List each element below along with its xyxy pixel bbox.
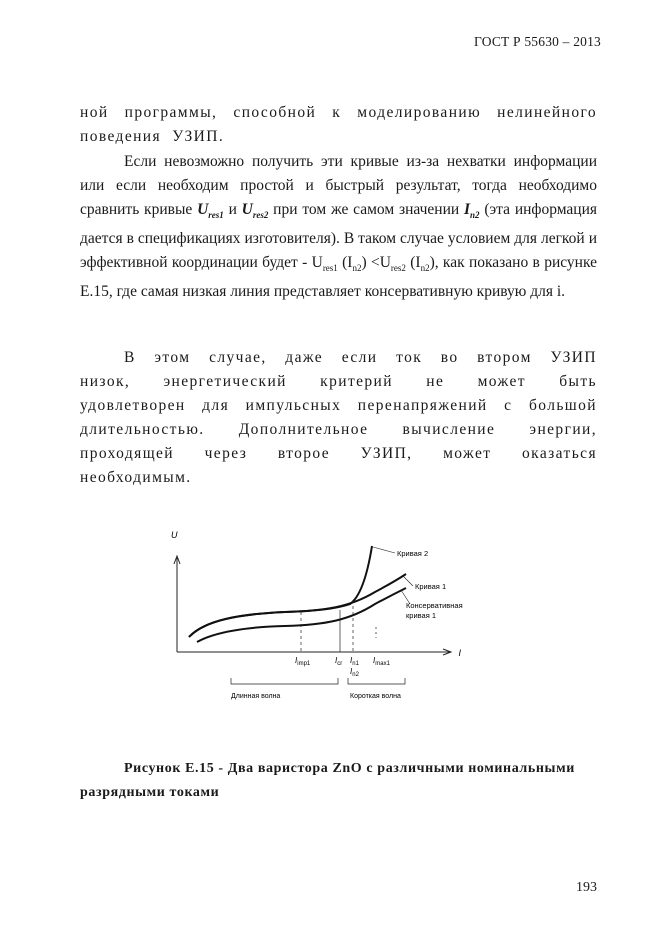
tick-n2: $I_{n2}$: [350, 667, 359, 678]
x-axis-label: I: [458, 648, 461, 658]
tick-n1: $I_{n1}$: [350, 656, 359, 667]
p2-part1: Если невозможно получить эти кривые из-за нехватки информации или если необходим простой и быстрый результат, тогда необходимо сравнить кривые: [80, 153, 597, 218]
tick-max1: $I_{max1}$: [373, 656, 390, 667]
var-in2: $I_{n2}$: [464, 201, 480, 221]
curve2-leader: [373, 547, 395, 553]
varistor-curves-diagram: [165, 522, 465, 712]
paragraph-3-text: В этом случае, даже если ток во втором УЗИП низок, энергетический критерий не может быть удовлетворен для импульсных перенапряжений с большой длительностью. Дополнительное вычисление энергии, проходящей через второе УЗИП, может оказаться необходимым.: [80, 349, 597, 486]
paragraph-3: [80, 346, 597, 490]
curve1-leader: [403, 576, 413, 586]
paragraph-2-text: Если невозможно получить эти кривые из-за нехватки информации или если необходим простой и быстрый результат, тогда необходимо сравнить кривые $U_{res1}$ и $U_{res2}$ при том же самом значении $I_{n2}$ (эта информация дается в спецификациях изготовителя). В таком случае условием для легкой и эффективной координации будет - $U_{res1}$ $(I_{n2}) <U_{res2}$ $(I_{n2})$, как показано в рисунке E.15, где самая низкая линия представляет консервативную кривую для i.: [80, 153, 598, 301]
conservative-label-line2: кривая 1: [406, 611, 437, 620]
long-wave-label: Длинная волна: [231, 693, 281, 700]
var-ures1: $U_{res1}$: [197, 201, 224, 221]
figure-caption: Рисунок Е.15 - Два варистора ZnO с различными номинальными разрядными токами: [80, 761, 575, 800]
paragraph-2: [80, 150, 597, 304]
y-axis-label: U: [171, 530, 178, 540]
document-header: ГОСТ Р 55630 – 2013: [474, 34, 601, 49]
long-wave-bracket: [231, 678, 338, 684]
tick-imp1: $I_{imp1}$: [295, 656, 311, 667]
short-wave-label: Короткая волна: [350, 693, 401, 700]
conservative-curve-1: [197, 588, 406, 642]
curve-2: [189, 546, 372, 637]
var-ures2: $U_{res2}$: [241, 201, 269, 221]
tick-cr: $I_{cr}$: [335, 656, 343, 667]
conservative-label-line1: Консервативная: [406, 601, 463, 610]
paragraph-1-text: ной программы, способной к моделированию нелинейного поведения УЗИП.: [80, 104, 597, 145]
page-number: 193: [576, 880, 597, 895]
figure-e15: [165, 522, 465, 712]
short-wave-bracket: [348, 678, 405, 684]
curve1-label: Кривая 1: [415, 582, 447, 591]
curve2-label: Кривая 2: [397, 549, 429, 558]
paragraph-continuation: [80, 101, 597, 149]
